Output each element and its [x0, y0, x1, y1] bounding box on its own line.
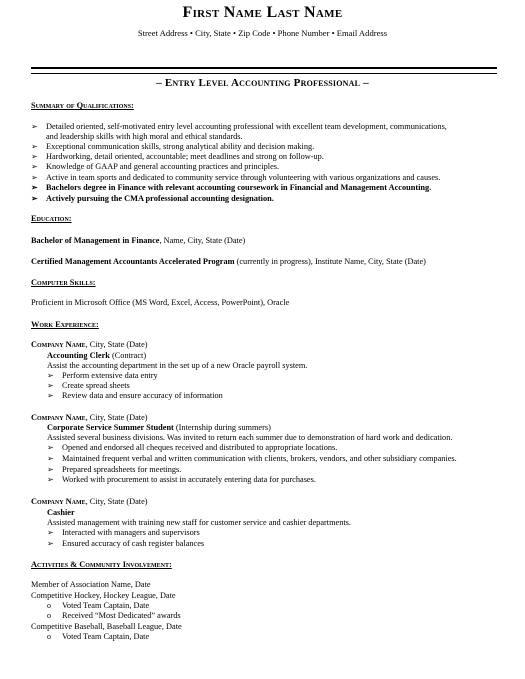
- arrow-bullet-icon: ➢: [31, 183, 38, 192]
- job-title: Cashier: [47, 508, 75, 517]
- job-company: Company Name, City, State (Date): [31, 497, 148, 506]
- education-entry: Certified Management Accountants Accelerated Program (currently in progress), Institute Name, City, State (Date): [31, 257, 426, 266]
- job-description: Assist the accounting department in the set up of a new Oracle payroll system.: [47, 361, 308, 370]
- activity-item: Competitive Baseball, Baseball League, Date: [31, 622, 182, 631]
- contact-line: Street Address • City, State • Zip Code • Phone Number • Email Address: [137, 28, 388, 38]
- arrow-bullet-icon: ➢: [47, 371, 54, 380]
- arrow-bullet-icon: ➢: [47, 391, 54, 400]
- resume-page: First Name Last Name Street Address • City, State • Zip Code • Phone Number • Email Address – Entry Level Accounting Professional – Summary of Qualifications: ➢ Detailed oriented, self-motivated entry level accounting professional with excellent team development, communications, and leadership skills with high moral and ethical standards. ➢ Exceptional communication skills, strong analytical ability and decision making. ➢ Hardworking, detail oriented, accountable; meet deadlines and strong on follow-up. ➢ Knowledge of GAAP and general accounting practices and principles. ➢ Active in team sports and dedicated to community service through volunteering with various organizations and causes. ➢ Bachelors degree in Finance with relevant accounting coursework in Financial and Management Accounting. ➢ Actively pursuing the CMA professional accounting designation. Education: Bachelor of Management in Finance, Name, City, State (Date) Certified Management Accountants Accelerated Program (currently in progress), Institute Name, City, State (Date) Computer Skills: Proficient in Microsoft Office (MS Word, Excel, Access, PowerPoint), Oracle Work Experience: Company Name, City, State (Date) Accounting Clerk (Contract) Assist the accounting department in the set up of a new Oracle payroll system. ➢ Perform extensive data entry ➢ Create spread sheets ➢ Review data and ensure accuracy of information Company Name, City, State (Date) Corporate Service Summer Student (Internship during summers) Assisted several business divisions. Was invited to return each summer due to demonstration of hard work and dedication. ➢ Opened and endorsed all cheques received and distributed to appropriate locations. ➢ Maintained frequent verbal and written communication with clients, brokers, vendors, and other subsidiary companies. ➢ Prepared spreadsheets for meetings. ➢ Worked with procurement to assist in accurately entering data for purchases. Company Name, City, State (Date) Cashier Assisted management with training new staff for customer service and cashier departments. ➢ Interacted with managers and supervisors ➢ Ensured accuracy of cash register balances Activities & Community Involvement: Member of Association Name, Date Competitive Hockey, Hockey League, Date o Voted Team Captain, Date o Received “Most Dedicated” awards Competitive Baseball, Baseball League, Date o Voted Team Captain, Date: [0, 0, 525, 679]
- job-company: Company Name, City, State (Date): [31, 340, 148, 349]
- arrow-bullet-icon: ➢: [47, 475, 54, 484]
- arrow-bullet-icon: ➢: [31, 162, 38, 171]
- objective-title: – Entry Level Accounting Professional –: [156, 77, 369, 89]
- activity-item: Member of Association Name, Date: [31, 580, 151, 589]
- arrow-bullet-icon: ➢: [31, 142, 38, 151]
- arrow-bullet-icon: ➢: [47, 454, 54, 463]
- education-entry: Bachelor of Management in Finance, Name, City, State (Date): [31, 236, 246, 245]
- circle-bullet-icon: o: [47, 611, 51, 620]
- work-heading: Work Experience:: [31, 320, 99, 329]
- job-company: Company Name, City, State (Date): [31, 413, 148, 422]
- arrow-bullet-icon: ➢: [47, 528, 54, 537]
- arrow-bullet-icon: ➢: [47, 443, 54, 452]
- circle-bullet-icon: o: [47, 632, 51, 641]
- header-rule-thick: [31, 67, 497, 69]
- activity-item: Competitive Hockey, Hockey League, Date: [31, 591, 176, 600]
- arrow-bullet-icon: ➢: [47, 539, 54, 548]
- arrow-bullet-icon: ➢: [31, 194, 38, 203]
- job-title: Accounting Clerk (Contract): [47, 351, 147, 360]
- header-rule-thin: [31, 73, 497, 74]
- job-description: Assisted management with training new staff for customer service and cashier departments.: [47, 518, 351, 527]
- skills-heading: Computer Skills:: [31, 278, 96, 287]
- arrow-bullet-icon: ➢: [31, 173, 38, 182]
- arrow-bullet-icon: ➢: [47, 465, 54, 474]
- candidate-name: First Name Last Name: [182, 4, 343, 21]
- summary-heading: Summary of Qualifications:: [31, 101, 134, 110]
- job-description: Assisted several business divisions. Was invited to return each summer due to demonstration of hard work and dedication.: [47, 433, 453, 442]
- skills-text: Proficient in Microsoft Office (MS Word, Excel, Access, PowerPoint), Oracle: [31, 298, 290, 307]
- arrow-bullet-icon: ➢: [47, 381, 54, 390]
- job-title: Corporate Service Summer Student (Internship during summers): [47, 423, 271, 432]
- activities-heading: Activities & Community Involvement:: [31, 560, 172, 569]
- education-heading: Education:: [31, 214, 72, 223]
- arrow-bullet-icon: ➢: [31, 122, 38, 131]
- circle-bullet-icon: o: [47, 601, 51, 610]
- arrow-bullet-icon: ➢: [31, 152, 38, 161]
